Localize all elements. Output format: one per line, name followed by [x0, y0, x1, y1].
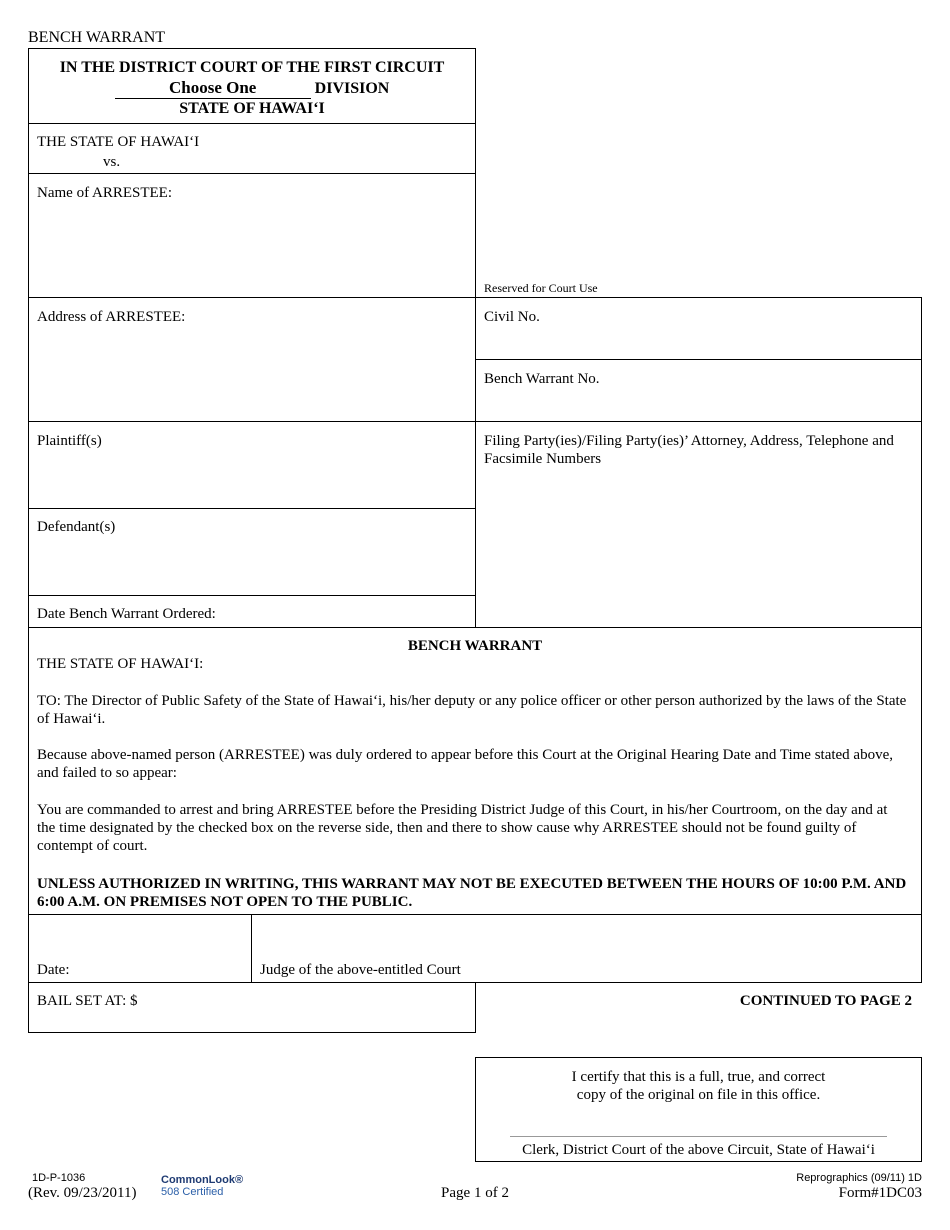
- form-title: BENCH WARRANT: [28, 29, 166, 46]
- civil-no-label: Civil No.: [484, 309, 540, 325]
- certify-line1: I certify that this is a full, true, and correct: [571, 1069, 826, 1085]
- page-number: Page 1 of 2: [441, 1185, 509, 1201]
- warrant-para-command: You are commanded to arrest and bring ARRESTEE before the Presiding District Judge of this Court, in his/her Courtroom, on the day and at the time designated by the checked box on the reverse side, then and there to show cause why ARRESTEE should not be found guilty of contempt of court.: [37, 802, 888, 854]
- form-number: Form#1DC03: [838, 1185, 922, 1201]
- court-state: STATE OF HAWAI‘I: [179, 100, 325, 117]
- warrant-para-unless: UNLESS AUTHORIZED IN WRITING, THIS WARRANT MAY NOT BE EXECUTED BETWEEN THE HOURS OF 10:00 P.M. AND 6:00 A.M. ON PREMISES NOT OPEN TO THE PUBLIC.: [37, 876, 907, 910]
- signature-divider: [251, 914, 252, 983]
- court-header: [29, 58, 475, 119]
- arrestee-address-label: Address of ARRESTEE:: [37, 309, 186, 325]
- division-line: [29, 78, 475, 99]
- vs-label: vs.: [103, 154, 121, 170]
- clerk-signature-line: [510, 1136, 887, 1137]
- warrant-para-to: TO: The Director of Public Safety of the State of Hawai‘i, his/her deputy or any police officer or other person authorized by the laws of the State of Hawai‘i.: [37, 693, 907, 727]
- warrant-addressee: THE STATE OF HAWAI‘I:: [37, 656, 204, 672]
- division-label: DIVISION: [314, 80, 390, 97]
- bail-label: BAIL SET AT: $: [37, 993, 138, 1009]
- bail-amount-field[interactable]: [150, 990, 450, 1010]
- commonlook-logo: [161, 1174, 243, 1198]
- warrant-para-because: Because above-named person (ARRESTEE) was duly ordered to appear before this Court at the Original Hearing Date and Time stated above, and failed to so appear:: [37, 747, 893, 781]
- division-select[interactable]: Choose One: [115, 78, 311, 99]
- date-ordered-label: Date Bench Warrant Ordered:: [37, 606, 216, 622]
- reserved-label: Reserved for Court Use: [484, 281, 598, 295]
- filing-party-label: Filing Party(ies)/Filing Party(ies)’ Attorney, Address, Telephone and Facsimile Numbers: [484, 433, 894, 467]
- continued-right-border: [921, 982, 922, 983]
- court-line1: IN THE DISTRICT COURT OF THE FIRST CIRCUIT: [59, 59, 445, 76]
- state-label: THE STATE OF HAWAI‘I: [37, 134, 200, 150]
- warrant-heading: BENCH WARRANT: [407, 638, 543, 654]
- logo-sub: 508 Certified: [161, 1186, 224, 1198]
- filing-party-right-border: [921, 421, 922, 628]
- plaintiffs-label: Plaintiff(s): [37, 433, 102, 449]
- defendants-label: Defendant(s): [37, 519, 116, 535]
- date-ordered-top-border: [28, 595, 476, 596]
- civil-no-box: [475, 297, 922, 360]
- judge-label: Judge of the above-entitled Court: [260, 962, 461, 978]
- form-code: 1D-P-1036: [32, 1172, 86, 1184]
- revision: (Rev. 09/23/2011): [28, 1185, 137, 1201]
- bench-warrant-no-label: Bench Warrant No.: [484, 371, 600, 387]
- date-ordered-left-border: [28, 595, 29, 628]
- bench-warrant-no-box: [475, 359, 922, 422]
- date-label: Date:: [37, 962, 70, 978]
- reprographics: Reprographics (09/11) 1D: [796, 1172, 922, 1184]
- certify-line2: copy of the original on file in this office.: [576, 1087, 821, 1103]
- logo-main: CommonLook®: [161, 1174, 244, 1186]
- clerk-label: Clerk, District Court of the above Circuit, State of Hawai‘i: [522, 1142, 875, 1158]
- continued-label: CONTINUED TO PAGE 2: [739, 993, 912, 1009]
- signature-box: [28, 914, 922, 983]
- arrestee-name-label: Name of ARRESTEE:: [37, 185, 172, 201]
